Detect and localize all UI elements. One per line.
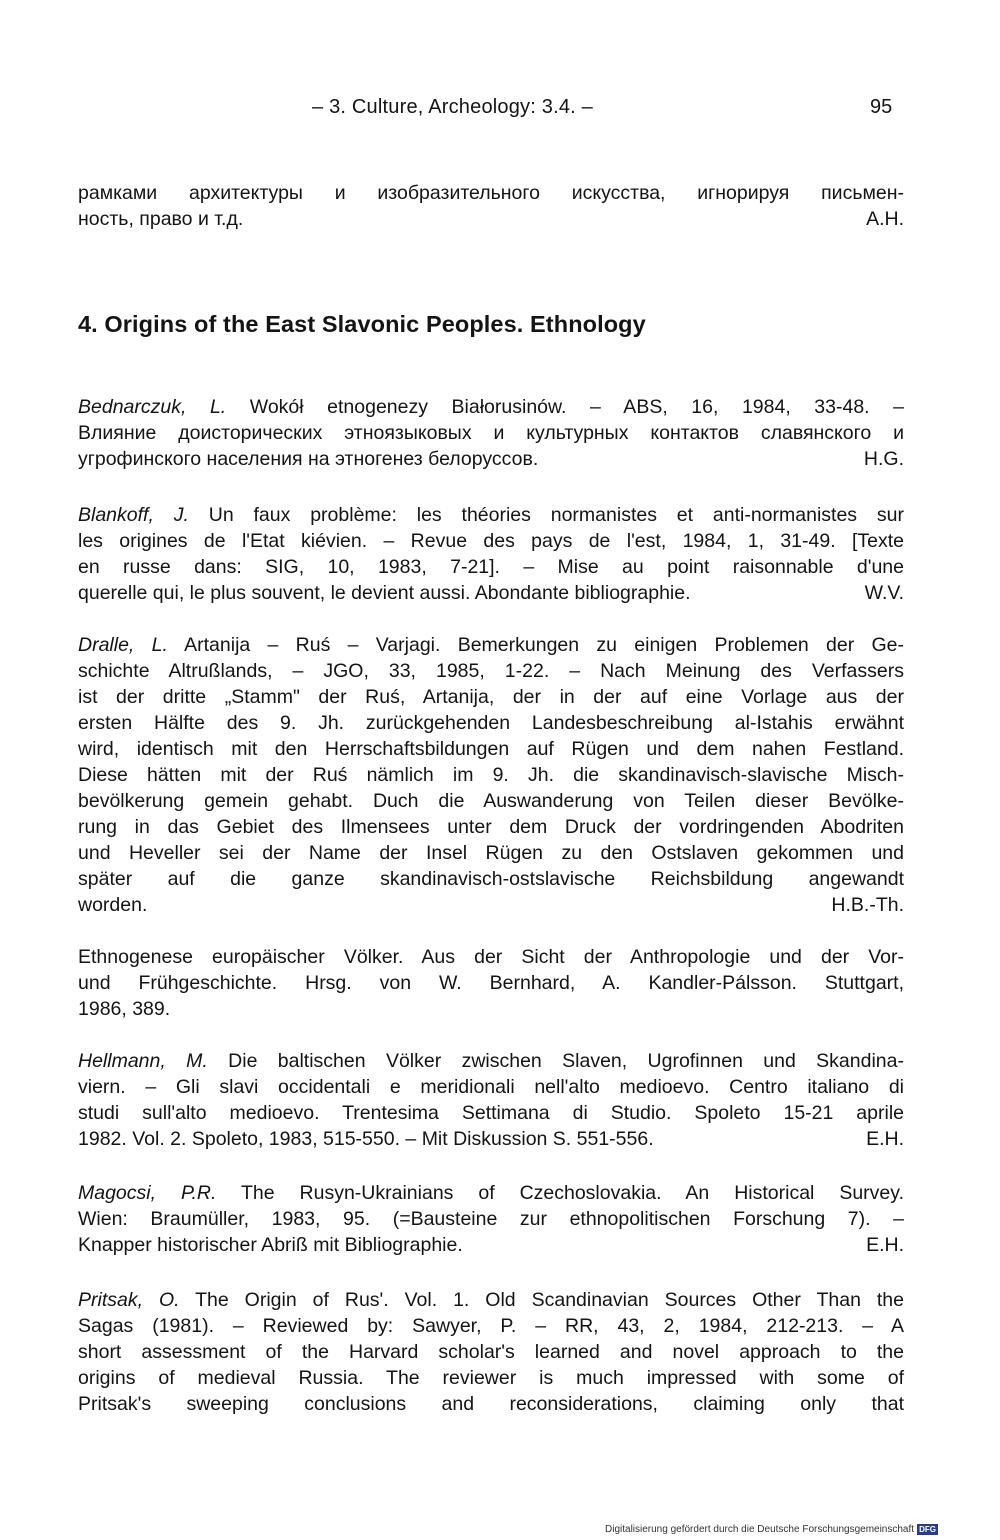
bibliography-entry: [78, 502, 904, 606]
text-line: Magocsi, P.R. The Rusyn-Ukrainians of Czechoslovakia. An Historical Survey.: [78, 1182, 904, 1204]
text-line: Pritsak, O. The Origin of Rus'. Vol. 1. Old Scandinavian Sources Other Than the: [78, 1289, 904, 1311]
bibliography-entry: [78, 632, 904, 918]
reviewer-initials: H.B.-Th.: [831, 894, 904, 916]
text-line: später auf die ganze skandinavisch-ostslavische Reichsbildung angewandt: [78, 868, 904, 890]
text-line: rung in das Gebiet des Ilmensees unter dem Druck der vordringenden Abodriten: [78, 816, 904, 838]
dfg-logo: DFG: [919, 1525, 936, 1534]
continuation-text: [78, 180, 904, 232]
reviewer-initials: W.V.: [864, 582, 904, 604]
text-line: short assessment of the Harvard scholar's learned and novel approach to the: [78, 1341, 904, 1363]
entry-author: Blankoff, J.: [78, 504, 189, 526]
text-line: H.B.-Th. worden.: [78, 894, 904, 916]
text-line: origins of medieval Russia. The reviewer is much impressed with some of: [78, 1367, 904, 1389]
reviewer-initials: E.H.: [866, 1128, 904, 1150]
text-line: und Heveller sei der Name der Insel Rügen zu den Ostslaven gekommen und: [78, 842, 904, 864]
bibliography-entry: [78, 1048, 904, 1152]
bibliography-entry: [78, 1287, 904, 1417]
text-line: viern. – Gli slavi occidentali e meridionali nell'alto medioevo. Centro italiano di: [78, 1076, 904, 1098]
text-line: E.H. 1982. Vol. 2. Spoleto, 1983, 515-550. – Mit Diskussion S. 551-556.: [78, 1128, 904, 1150]
reviewer-initials: E.H.: [866, 1234, 904, 1256]
running-title: – 3. Culture, Archeology: 3.4. –: [312, 96, 594, 118]
text-line: 1986, 389.: [78, 998, 171, 1020]
text-line: рамками архитектуры и изобразительного искусства, игнорируя письмен-: [78, 182, 904, 204]
text-line: wird, identisch mit den Herrschaftsbildungen auf Rügen und dem nahen Festland.: [78, 738, 904, 760]
page-number: 95: [870, 96, 893, 118]
text-line: Blankoff, J. Un faux problème: les théories normanistes et anti-normanistes sur: [78, 504, 904, 526]
footer-note: Digitalisierung gefördert durch die Deutsche Forschungsgemeinschaft: [605, 1524, 915, 1535]
reviewer-initials: H.G.: [863, 448, 904, 470]
text-line: und Frühgeschichte. Hrsg. von W. Bernhard, A. Kandler-Pálsson. Stuttgart,: [78, 972, 904, 994]
entry-author: Dralle, L.: [78, 634, 168, 656]
entry-author: Pritsak, O.: [78, 1289, 180, 1311]
entry-author: Magocsi, P.R.: [78, 1182, 217, 1204]
text-line: ersten Hälfte des 9. Jh. zurückgehenden Landesbeschreibung al-Istahis erwähnt: [78, 712, 904, 734]
section-heading: 4. Origins of the East Slavonic Peoples. Ethnology: [78, 311, 646, 337]
text-line: bevölkerung gemein gehabt. Duch die Auswanderung von Teilen dieser Bevölke-: [78, 790, 904, 812]
text-line: W.V. querelle qui, le plus souvent, le devient aussi. Abondante bibliographie.: [78, 582, 904, 604]
text-line: Diese hätten mit der Ruś nämlich im 9. Jh. die skandinavisch-slavische Misch-: [78, 764, 904, 786]
text-line: Влияние доисторических этноязыковых и культурных контактов славянского и: [78, 422, 904, 444]
text-line: studi sull'alto medioevo. Trentesima Settimana di Studio. Spoleto 15-21 aprile: [78, 1102, 904, 1124]
entry-author: Bednarczuk, L.: [78, 396, 227, 418]
text-line: A.H. ность, право и т.д.: [78, 208, 904, 230]
text-line: Pritsak's sweeping conclusions and reconsiderations, claiming only that: [78, 1393, 904, 1415]
text-line: Bednarczuk, L. Wokół etnogenezy Białorusinów. – ABS, 16, 1984, 33-48. –: [78, 396, 904, 418]
text-line: ist der dritte „Stamm" der Ruś, Artanija, der in der auf eine Vorlage aus der: [78, 686, 904, 708]
text-line: Hellmann, M. Die baltischen Völker zwischen Slaven, Ugrofinnen und Skandina-: [78, 1050, 904, 1072]
bibliography-entry: [78, 1180, 904, 1258]
reviewer-initials: A.H.: [866, 208, 904, 230]
digitization-footer: [605, 1524, 938, 1535]
text-line: Dralle, L. Artanija – Ruś – Varjagi. Bemerkungen zu einigen Problemen der Ge-: [78, 634, 905, 656]
bibliography-entry: [78, 394, 904, 472]
text-line: E.H. Knapper historischer Abriß mit Bibliographie.: [78, 1234, 904, 1256]
entry-author: Hellmann, M.: [78, 1050, 208, 1072]
text-line: schichte Altrußlands, – JGO, 33, 1985, 1-22. – Nach Meinung des Verfassers: [78, 660, 904, 682]
text-line: Ethnogenese europäischer Völker. Aus der Sicht der Anthropologie und der Vor-: [78, 946, 904, 968]
text-line: en russe dans: SIG, 10, 1983, 7-21]. – Mise au point raisonnable d'une: [78, 556, 904, 578]
text-line: Sagas (1981). – Reviewed by: Sawyer, P. – RR, 43, 2, 1984, 212-213. – A: [78, 1315, 904, 1337]
text-line: H.G. угрофинского населения на этногенез белоруссов.: [78, 448, 904, 470]
bibliography-entry: [78, 944, 904, 1022]
text-line: les origines de l'Etat kiévien. – Revue des pays de l'est, 1984, 1, 31-49. [Texte: [78, 530, 904, 552]
running-head: [0, 96, 1000, 128]
text-line: Wien: Braumüller, 1983, 95. (=Bausteine zur ethnopolitischen Forschung 7). –: [78, 1208, 904, 1230]
